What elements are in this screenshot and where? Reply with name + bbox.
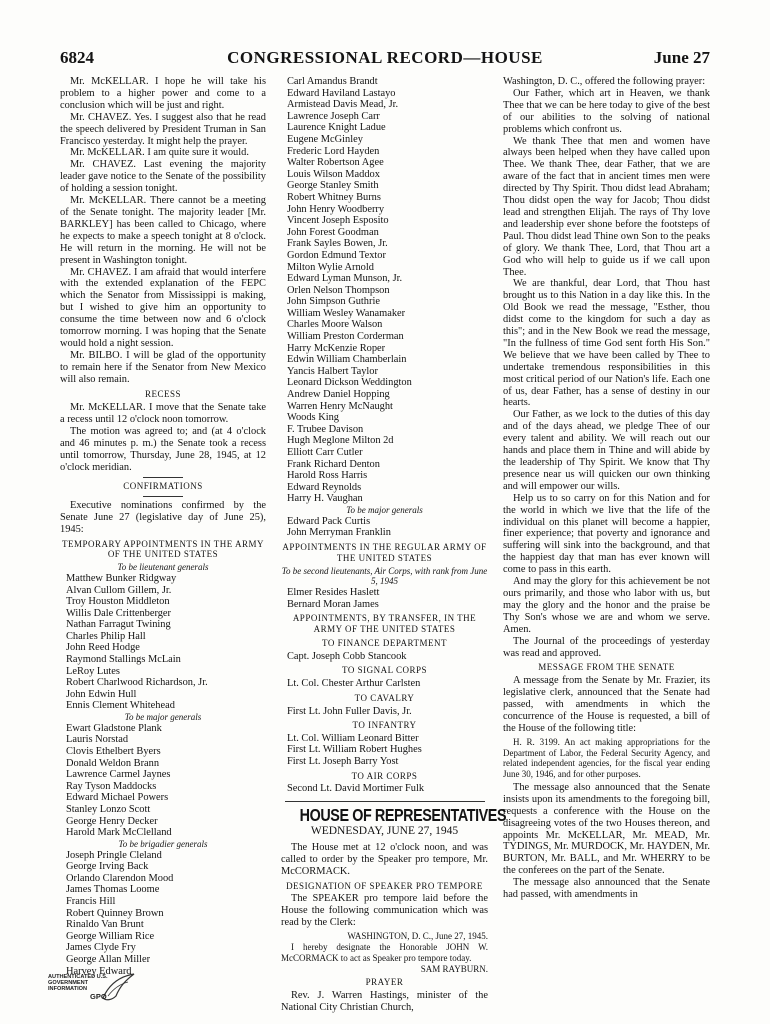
list-item: Harold Mark McClelland xyxy=(66,827,172,839)
rank-heading: To be second lieutenants, Air Corps, with rank from June 5, 1945 xyxy=(281,565,488,587)
rank-heading: To be major generals xyxy=(346,504,423,515)
subheading-regular-army: APPOINTMENTS IN THE REGULAR ARMY OF THE UNITED STATES xyxy=(282,541,487,563)
divider xyxy=(143,477,183,478)
list-item: James Thomas Loome xyxy=(66,884,160,896)
list-item: Lauris Norstad xyxy=(66,734,129,746)
divider xyxy=(143,496,183,497)
list-item: Second Lt. David Mortimer Fulk xyxy=(287,783,425,795)
list-item: Edward Reynolds xyxy=(287,481,362,493)
column-2 xyxy=(281,76,507,1014)
list-item: Francis Hill xyxy=(66,895,116,907)
list-item: Willis Dale Crittenberger xyxy=(66,607,171,619)
list-item: Robert Charlwood Richardson, Jr. xyxy=(66,677,208,689)
list-item: Charles Moore Walson xyxy=(287,319,383,331)
list-item: Frederic Lord Hayden xyxy=(287,145,380,157)
name-list xyxy=(60,573,266,712)
list-item: Edward Pack Curtis xyxy=(287,515,371,527)
paragraph: Help us to so carry on for this Nation and for the world in which we live that the life of the individual on this planet will become a happier, finer experience; that poverty and ignorance and suffering will sink into the background, and that the happiest day that man has ever known will come to pass in this earth. xyxy=(503,492,710,576)
list-item: Ewart Gladstone Plank xyxy=(66,722,162,734)
list-item: Harold Ross Harris xyxy=(287,470,368,482)
list-item: Frank Richard Denton xyxy=(287,458,380,470)
list-item: Edward Lyman Munson, Jr. xyxy=(287,273,403,285)
list-item: Lt. Col. William Leonard Bitter xyxy=(287,732,419,744)
list-item: Armistead Davis Mead, Jr. xyxy=(287,99,399,111)
list-item: George William Rice xyxy=(66,930,155,942)
list-item: Alvan Cullom Gillem, Jr. xyxy=(66,584,172,596)
list-item: Capt. Joseph Cobb Stancook xyxy=(287,650,407,662)
list-item: Robert Quinney Brown xyxy=(66,907,164,919)
name-list xyxy=(281,587,488,610)
list-item: Nathan Farragut Twining xyxy=(66,619,171,631)
list-item: Laurence Knight Ladue xyxy=(287,122,386,134)
section-heading-confirmations: CONFIRMATIONS xyxy=(123,480,203,491)
list-item: George Stanley Smith xyxy=(287,180,379,192)
list-item: William Preston Corderman xyxy=(287,331,404,343)
column-3 xyxy=(503,76,710,901)
list-item: Bernard Moran James xyxy=(287,598,379,610)
list-item: Clovis Ethelbert Byers xyxy=(66,746,161,758)
paragraph: Mr. McKELLAR. I am quite sure it would. xyxy=(70,147,249,159)
paragraph: Mr. CHAVEZ. I am afraid that would interfere with the extended explanation of the FEPC which the Senator from Mississippi is making, but I wished to give him an opportunity to consume the time between now and 6 o'clock tomorrow morning. I was hoping that the Senate would hold a night session. xyxy=(60,266,266,349)
list-item: Charles Philip Hall xyxy=(66,630,146,642)
list-item: James Clyde Fry xyxy=(66,942,136,954)
paragraph: The message also announced that the Senate insists upon its amendments to the foregoing bill, requests a conference with the House on the disagreeing votes of the two Houses thereon, and appoints Mr. McKELLAR, Mr. MEAD, Mr. TYDINGS, Mr. MURDOCK, Mr. HAYDEN, Mr. BURTON, Mr. BALL, and Mr. WHERRY to be the conferees on the part of the Senate. xyxy=(503,781,710,877)
branch-heading: TO FINANCE DEPARTMENT xyxy=(322,637,447,648)
list-item: Elmer Resides Haslett xyxy=(287,587,380,599)
logo-text: AUTHENTICATED U.S. GOVERNMENT INFORMATION xyxy=(48,974,108,993)
list-item: Donald Weldon Brann xyxy=(66,757,160,769)
list-item: John Forest Goodman xyxy=(287,226,379,238)
name-list xyxy=(60,850,266,978)
list-item: George Henry Decker xyxy=(66,815,158,827)
branch-heading: TO CAVALRY xyxy=(354,692,415,703)
paragraph: The SPEAKER pro tempore laid before the House the following communication which was read by the Clerk: xyxy=(281,893,488,929)
list-item: Carl Amandus Brandt xyxy=(287,76,378,87)
paragraph: Mr. BILBO. I will be glad of the opportunity to remain here if the Senator from New Mexico will also remain. xyxy=(60,349,266,385)
list-item: Elliott Carr Cutler xyxy=(287,447,363,458)
bill-title: H. R. 3199. An act making appropriations for the Department of Labor, the Federal Security Agency, and related independent agencies, for the fiscal year ending June 30, 1946, and for other purposes. xyxy=(503,736,710,780)
section-heading-prayer: PRAYER xyxy=(365,977,404,988)
list-item: Edward Michael Powers xyxy=(66,792,169,804)
paragraph: We are thankful, dear Lord, that Thou hast brought us to this Nation in a day like this. In the Old Book we read the message, "Esther, thou didst come to the kingdom for such a day as this"; and in the New Book we read the message, "In the fullness of time God sent forth His Son." We believe that we have been called by Thee to undertake tremendous responsibilities in this most critical period of our Nation's life. Each one of us, dear Father, has a sense of destiny in our hearts. xyxy=(503,278,710,409)
list-item: John Reed Hodge xyxy=(66,642,140,654)
list-item: John Merryman Franklin xyxy=(287,527,391,539)
paragraph: The message also announced that the Senate had passed, with amendments in xyxy=(503,877,710,901)
paragraph: Executive nominations confirmed by the Senate June 27 (legislative day of June 25), 1945: xyxy=(60,499,266,535)
list-item: Leonard Dickson Weddington xyxy=(287,377,412,389)
divider xyxy=(285,801,485,802)
section-heading-designation: DESIGNATION OF SPEAKER PRO TEMPORE xyxy=(286,880,483,891)
paragraph: The motion was agreed to; and (at 4 o'clock and 46 minutes p. m.) the Senate took a recess until tomorrow, Thursday, June 28, 1945, at 12 o'clock meridian. xyxy=(60,426,266,473)
name-list xyxy=(281,76,488,505)
gpo-authentication-logo xyxy=(48,968,138,1008)
list-item: John Edwin Hull xyxy=(66,688,137,700)
list-item: Harvey Edward xyxy=(66,965,132,977)
paragraph: And may the glory for this achievement be not ours primarily, and those who labor with us, but may the glory and the honor and the praise be Thy Son's whose we are and whom we serve. Amen. xyxy=(503,576,710,635)
paragraph: The House met at 12 o'clock noon, and was called to order by the Speaker pro tempore, Mr. McCORMACK. xyxy=(281,841,488,877)
paragraph: Mr. McKELLAR. I move that the Senate take a recess until 12 o'clock noon tomorrow. xyxy=(60,402,266,426)
paragraph: A message from the Senate by Mr. Frazier, its legislative clerk, announced that the Senate had passed, with amendments in which the concurrence of the House is requested, a bill of the House of the following title: xyxy=(503,675,710,734)
list-item: Harry McKenzie Roper xyxy=(287,342,386,354)
list-item: First Lt. William Robert Hughes xyxy=(287,744,422,756)
paragraph: Mr. McKELLAR. I hope he will take his problem to a higher power and come to a conclusion which will be just and right. xyxy=(60,76,266,111)
list-item: Robert Whitney Burns xyxy=(287,191,381,203)
house-title: HOUSE OF REPRESENTATIVES xyxy=(299,805,507,826)
list-item: Joseph Pringle Cleland xyxy=(66,849,162,861)
list-item: Raymond Stallings McLain xyxy=(66,654,181,666)
list-item: First Lt. John Fuller Davis, Jr. xyxy=(287,705,412,717)
list-item: Frank Sayles Bowen, Jr. xyxy=(287,238,388,250)
list-item: Orlando Clarendon Mood xyxy=(66,872,174,884)
list-item: Rinaldo Van Brunt xyxy=(66,919,144,931)
list-item: Stanley Lonzo Scott xyxy=(66,804,151,815)
list-item: Woods King xyxy=(287,412,339,424)
list-item: Edwin William Chamberlain xyxy=(287,354,407,366)
branch-heading: TO SIGNAL CORPS xyxy=(341,665,427,676)
list-item: John Simpson Guthrie xyxy=(287,296,380,308)
list-item: Ennis Clement Whitehead xyxy=(66,700,175,712)
publication-title: CONGRESSIONAL RECORD—HOUSE xyxy=(227,48,543,67)
list-item: Milton Wylie Arnold xyxy=(287,261,374,273)
letter-signature: SAM RAYBURN. xyxy=(420,963,488,974)
branch-heading: TO INFANTRY xyxy=(352,720,417,731)
list-item: Lawrence Carmel Jaynes xyxy=(66,769,171,781)
list-item: Orlen Nelson Thompson xyxy=(287,284,390,296)
list-item: LeRoy Lutes xyxy=(66,665,120,677)
list-item: John Henry Woodberry xyxy=(287,203,385,215)
gpo-label: GPO xyxy=(90,992,107,1001)
list-item: Ray Tyson Maddocks xyxy=(66,780,157,792)
list-item: Vincent Joseph Esposito xyxy=(287,215,389,227)
list-item: Eugene McGinley xyxy=(287,133,363,145)
rank-heading: To be major generals xyxy=(124,712,202,723)
list-item: Louis Wilson Maddox xyxy=(287,168,380,180)
paragraph: Our Father, as we lock to the duties of this day and of the days ahead, we pledge Thee of our every talent and ability. We will reach out our hands and place them in Thine and will abide by the leadership of Thy Spirit. We know that Thy presence near us will quicken our own thinking and will empower our wills. xyxy=(503,409,710,492)
list-item: George Allan Miller xyxy=(66,953,151,965)
list-item: Andrew Daniel Hopping xyxy=(287,389,390,401)
rank-heading: To be brigadier generals xyxy=(118,838,208,849)
name-list xyxy=(60,723,266,839)
list-item: Edward Haviland Lastayo xyxy=(287,87,396,99)
page-header xyxy=(60,48,710,72)
house-date: WEDNESDAY, JUNE 27, 1945 xyxy=(310,824,459,837)
subheading-temporary-appointments: TEMPORARY APPOINTMENTS IN THE ARMY OF THE UNITED STATES xyxy=(61,538,265,560)
branch-heading: TO AIR CORPS xyxy=(351,770,418,781)
list-item: Hugh Meglone Milton 2d xyxy=(287,435,394,447)
list-item: Matthew Bunker Ridgway xyxy=(66,572,177,584)
list-item: F. Trubee Davison xyxy=(287,423,364,435)
list-item: First Lt. Joseph Barry Yost xyxy=(287,756,399,768)
subheading-transfer: APPOINTMENTS, BY TRANSFER, IN THE ARMY OF THE UNITED STATES xyxy=(292,613,477,635)
list-item: Walter Robertson Agee xyxy=(287,157,384,169)
name-list xyxy=(281,516,488,539)
column-1 xyxy=(60,76,266,977)
paragraph: Mr. McKELLAR. There cannot be a meeting of the Senate tonight. The majority leader [Mr. BARKLEY] has been called to Chicago, where he expects to make a speech tonight at 8 o'clock. He will return in the morning. He will not be present in Washington tonight. xyxy=(60,195,266,266)
letter-body: I hereby designate the Honorable JOHN W. McCORMACK to act as Speaker pro tempore today. xyxy=(281,941,488,963)
list-item: Troy Houston Middleton xyxy=(66,596,170,608)
header-date: June 27 xyxy=(653,48,710,67)
paragraph: Mr. CHAVEZ. Last evening the majority leader gave notice to the Senate of the possibility of holding a session tonight. xyxy=(60,159,266,195)
section-heading-message: MESSAGE FROM THE SENATE xyxy=(538,662,675,673)
list-item: George Irving Back xyxy=(66,861,149,873)
list-item: Yancis Halbert Taylor xyxy=(287,365,378,377)
paragraph: Washington, D. C., offered the following prayer: xyxy=(503,76,706,87)
list-item: Harry H. Vaughan xyxy=(287,493,363,505)
page-number: 6824 xyxy=(60,48,94,67)
list-item: Gordon Edmund Textor xyxy=(287,249,386,261)
list-item: William Wesley Wanamaker xyxy=(287,307,406,319)
rank-heading: To be lieutenant generals xyxy=(117,562,209,573)
list-item: Lawrence Joseph Carr xyxy=(287,110,380,122)
letter-date: WASHINGTON, D. C., June 27, 1945. xyxy=(347,931,488,942)
section-heading-recess: RECESS xyxy=(144,388,181,399)
name-list xyxy=(281,733,488,768)
list-item: Warren Henry McNaught xyxy=(287,400,393,412)
paragraph: Mr. CHAVEZ. Yes. I suggest also that he read the speech delivered by President Truman in San Francisco yesterday. It might help the prayer. xyxy=(60,111,266,147)
list-item: Lt. Col. Chester Arthur Carlsten xyxy=(287,678,421,690)
paragraph: Our Father, which art in Heaven, we thank Thee that we can be here today to give of the best of our abilities to the solving of national problems which confront us. xyxy=(503,87,710,135)
paragraph: Rev. J. Warren Hastings, minister of the National City Christian Church, xyxy=(281,990,488,1013)
paragraph: The Journal of the proceedings of yesterday was read and approved. xyxy=(503,635,710,659)
paragraph: We thank Thee that men and women have always been helped when they have called upon Thee. We thank Thee, dear Father, that we are aware of the fact that in ancient times men were directed by Thy Spirit. Thou didst lead Abraham; Thou didst open the way for Jacob; Thou didst lead and strengthen Elijah. The rays of Thy love and leadership ever shone before the footsteps of Paul. Thou didst lead Thine own Son to the peaks of glory. We thank Thee, Lord, that Thou art a God who will help to guide us if we call upon Thee. xyxy=(503,135,710,278)
